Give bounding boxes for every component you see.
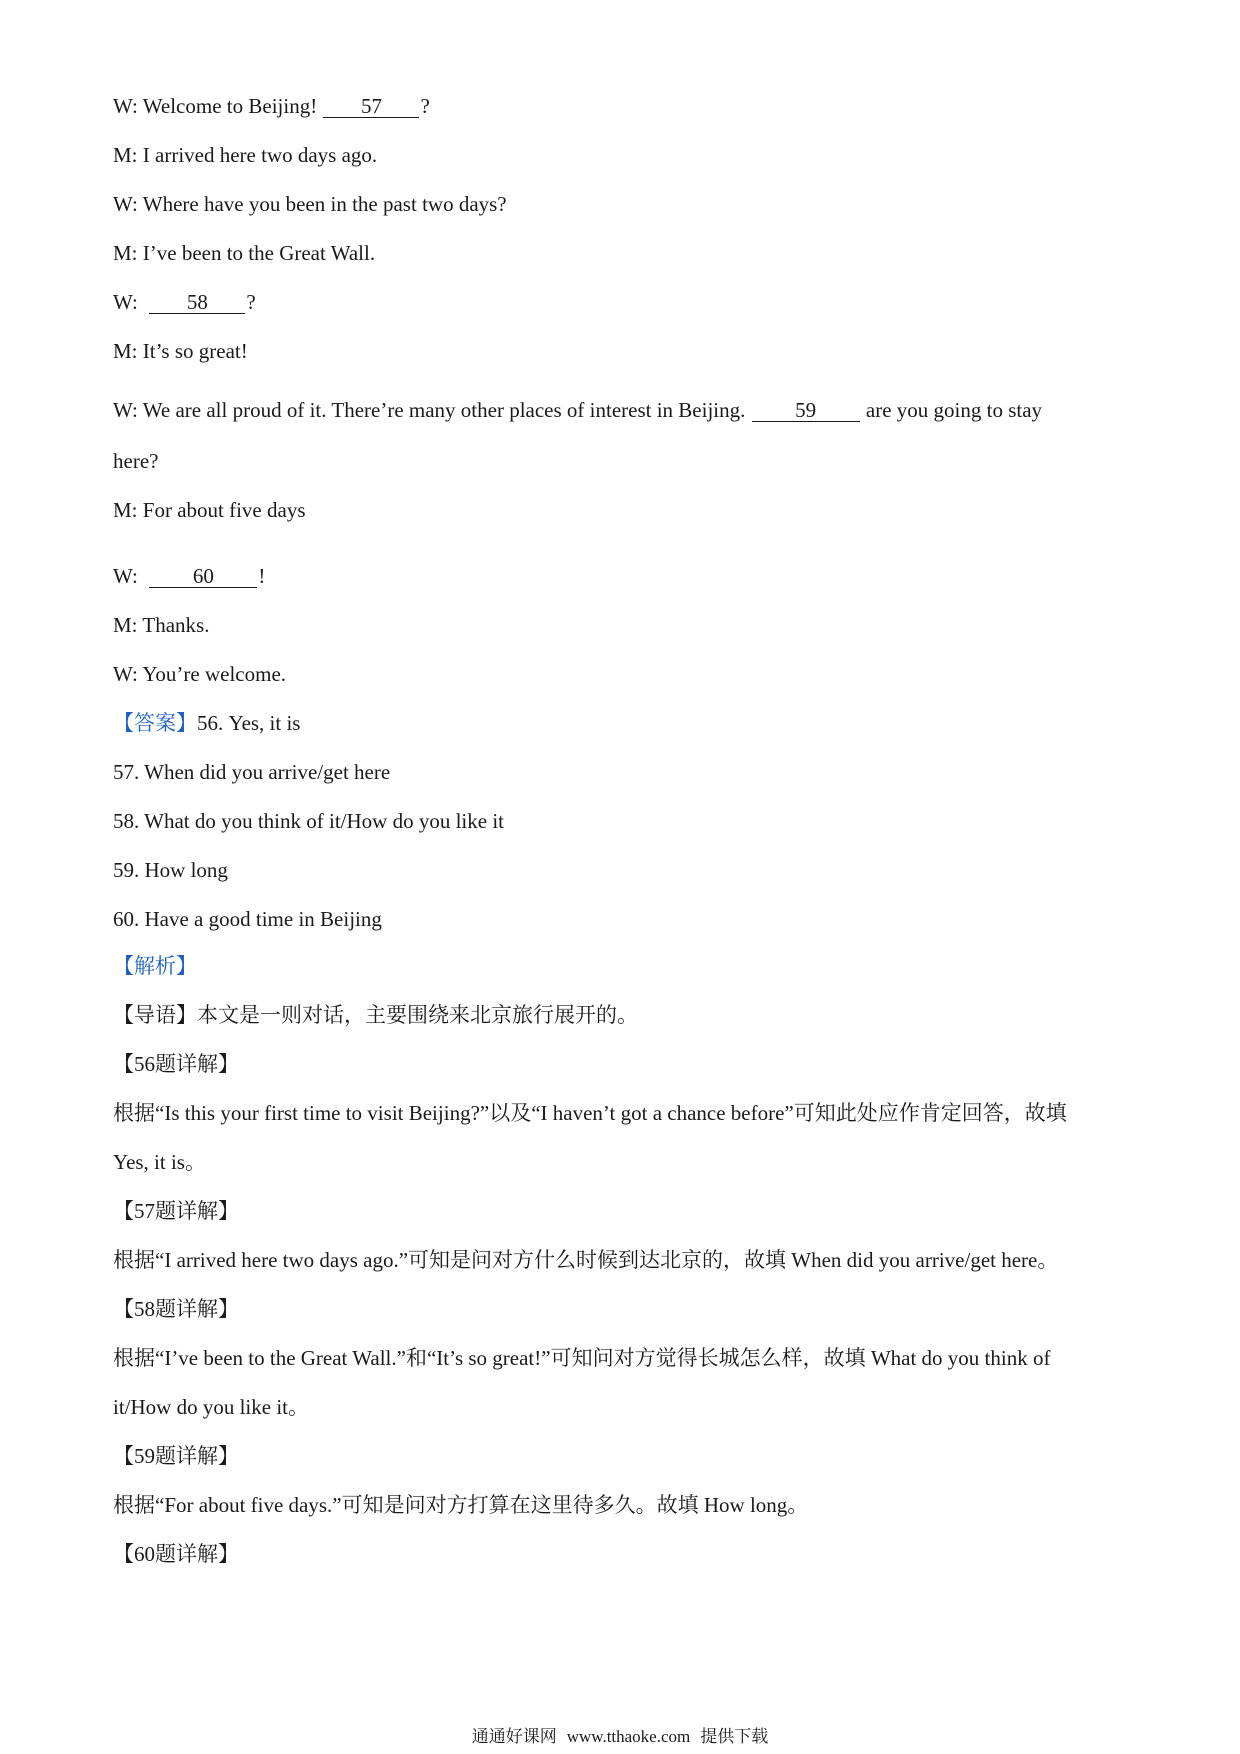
blank-57: 57 bbox=[323, 95, 419, 118]
dialogue-line-4 bbox=[113, 239, 375, 267]
q56-explanation-line-2: Yes, it is。 bbox=[113, 1150, 206, 1174]
dialogue-text: ! bbox=[258, 564, 266, 588]
q57-heading: 【57题详解】 bbox=[113, 1199, 239, 1223]
speaker-label: W: bbox=[113, 290, 138, 314]
dialogue-line-10 bbox=[113, 611, 209, 639]
footer-suffix: 提供下载 bbox=[700, 1727, 769, 1746]
dialogue-line-5 bbox=[113, 288, 256, 316]
dialogue-text: Thanks. bbox=[137, 613, 210, 637]
dialogue-line-8 bbox=[113, 496, 306, 524]
answer-item-59 bbox=[113, 856, 228, 884]
blank-58: 58 bbox=[149, 291, 245, 314]
analysis-tag: 【解析】 bbox=[113, 954, 197, 978]
footer-url[interactable]: www.tthaoke.com bbox=[566, 1727, 691, 1746]
answer-item-60 bbox=[113, 905, 382, 933]
dialogue-text: here? bbox=[113, 449, 159, 473]
answer-item-58 bbox=[113, 807, 504, 835]
dialogue-text: You’re welcome. bbox=[137, 662, 287, 686]
dialogue-text bbox=[138, 290, 149, 314]
dialogue-text: Welcome to Beijing! bbox=[137, 94, 323, 118]
speaker-label: M: bbox=[113, 241, 138, 265]
dialogue-line-11 bbox=[113, 660, 286, 688]
dialogue-text bbox=[138, 564, 149, 588]
answer-item-57 bbox=[113, 758, 390, 786]
speaker-label: W: bbox=[113, 662, 138, 686]
dialogue-text: I’ve been to the Great Wall. bbox=[137, 241, 376, 265]
dialogue-text: Where have you been in the past two days? bbox=[137, 192, 507, 216]
speaker-label: W: bbox=[113, 398, 138, 422]
answer-tag: 【答案】 bbox=[113, 711, 197, 735]
q58-explanation-line-1: 根据“I’ve been to the Great Wall.”和“It’s so great!”可知问对方觉得长城怎么样，故填 What do you think of bbox=[113, 1346, 1051, 1370]
dialogue-text: I arrived here two days ago. bbox=[137, 143, 378, 167]
speaker-label: W: bbox=[113, 192, 138, 216]
speaker-label: M: bbox=[113, 613, 138, 637]
dialogue-line-7-cont bbox=[113, 447, 158, 475]
dialogue-line-9 bbox=[113, 562, 265, 590]
speaker-label: W: bbox=[113, 94, 138, 118]
q56-explanation-line-1: 根据“Is this your first time to visit Beijing?”以及“I haven’t got a chance before”可知此处应作肯定回答，故填 bbox=[113, 1101, 1067, 1125]
dialogue-text: ? bbox=[246, 290, 256, 314]
answer-item: 59. How long bbox=[113, 858, 228, 882]
analysis-intro: 【导语】本文是一则对话，主要围绕来北京旅行展开的。 bbox=[113, 1003, 638, 1027]
q59-explanation-line-1: 根据“For about five days.”可知是问对方打算在这里待多久。故填 How long。 bbox=[113, 1493, 809, 1517]
q58-explanation-line-2: it/How do you like it。 bbox=[113, 1395, 309, 1419]
q56-heading: 【56题详解】 bbox=[113, 1052, 239, 1076]
speaker-label: W: bbox=[113, 564, 138, 588]
answer-item: 60. Have a good time in Beijing bbox=[113, 907, 382, 931]
answer-item: 56. Yes, it is bbox=[197, 711, 301, 735]
blank-60: 60 bbox=[149, 565, 257, 588]
answer-line bbox=[113, 709, 300, 737]
answer-item: 57. When did you arrive/get here bbox=[113, 760, 391, 784]
answer-item: 58. What do you think of it/How do you like it bbox=[113, 809, 505, 833]
dialogue-text: are you going to stay bbox=[860, 398, 1043, 422]
q57-explanation-line-1: 根据“I arrived here two days ago.”可知是问对方什么时候到达北京的，故填 When did you arrive/get here。 bbox=[113, 1248, 1059, 1272]
dialogue-text: We are all proud of it. There’re many other places of interest in Beijing. bbox=[137, 398, 751, 422]
footer-site-name: 通通好课网 bbox=[471, 1727, 557, 1746]
q58-heading: 【58题详解】 bbox=[113, 1297, 239, 1321]
dialogue-line-2 bbox=[113, 141, 377, 169]
dialogue-text: ? bbox=[420, 94, 430, 118]
q59-heading: 【59题详解】 bbox=[113, 1444, 239, 1468]
dialogue-line-1 bbox=[113, 92, 430, 120]
speaker-label: M: bbox=[113, 339, 138, 363]
dialogue-text: It’s so great! bbox=[137, 339, 248, 363]
dialogue-line-3 bbox=[113, 190, 507, 218]
dialogue-line-6 bbox=[113, 337, 248, 365]
speaker-label: M: bbox=[113, 498, 138, 522]
page-footer bbox=[0, 1726, 1240, 1748]
dialogue-line-7 bbox=[113, 396, 1042, 424]
speaker-label: M: bbox=[113, 143, 138, 167]
blank-59: 59 bbox=[752, 399, 860, 422]
q60-heading: 【60题详解】 bbox=[113, 1542, 239, 1566]
dialogue-text: For about five days bbox=[137, 498, 306, 522]
